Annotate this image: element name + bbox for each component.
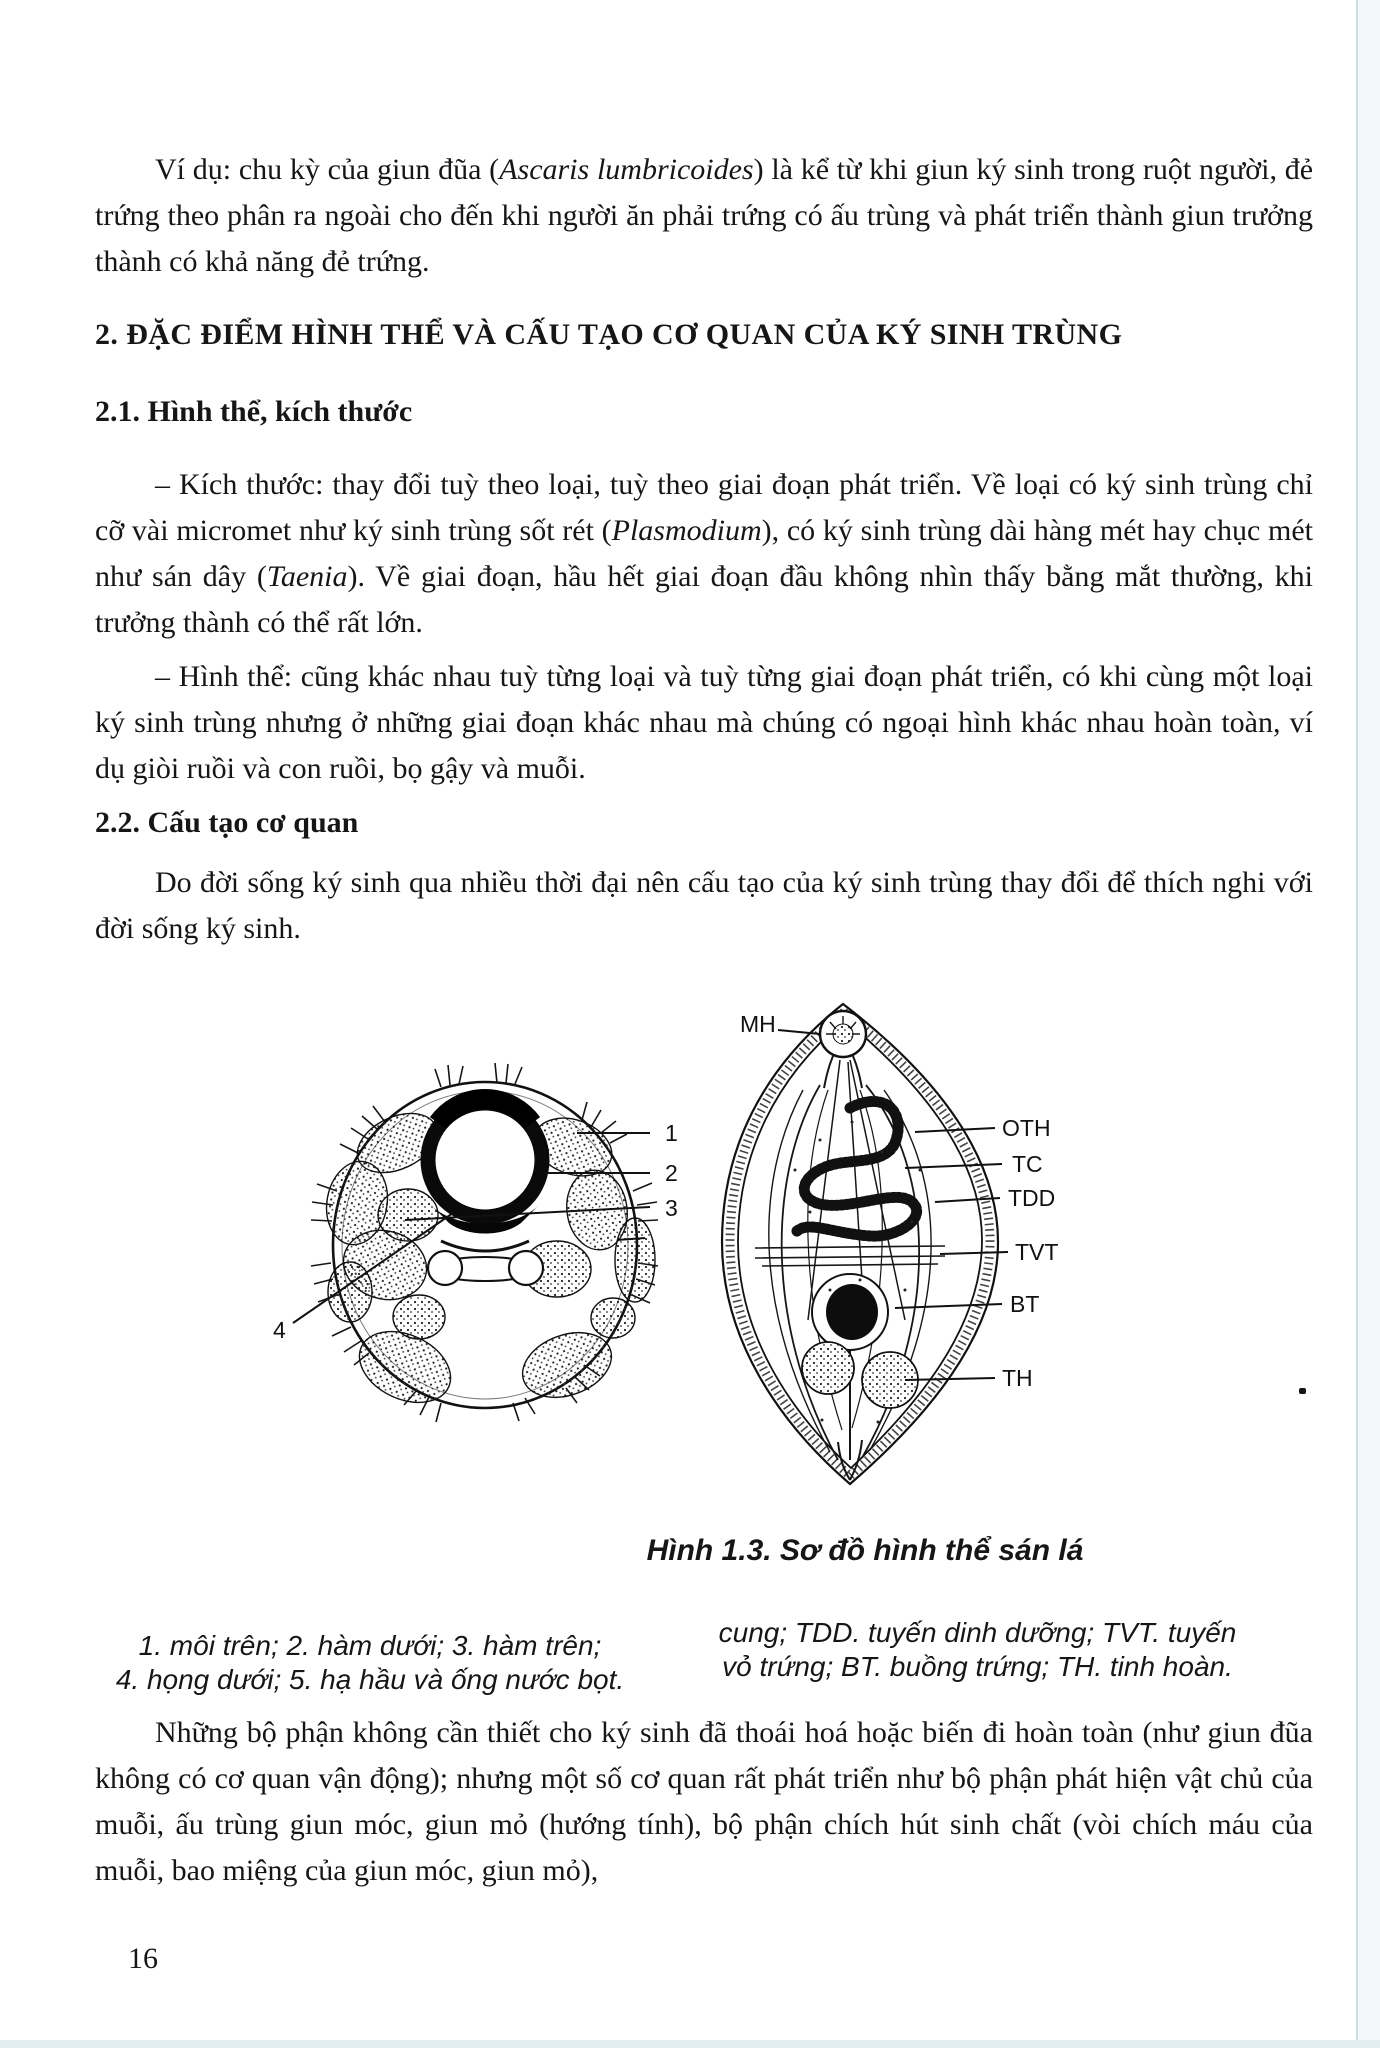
section-heading-2-2: 2.2. Cấu tạo cơ quan bbox=[95, 806, 359, 839]
legend-left-column bbox=[110, 1629, 630, 1697]
scan-edge-right-fill bbox=[1358, 0, 1380, 2048]
legend-left-line1: 1. môi trên; 2. hàm dưới; 3. hàm trên; bbox=[138, 1630, 602, 1661]
figure-label-3: 3 bbox=[665, 1195, 678, 1221]
fluke-label-BT: BT bbox=[1010, 1291, 1040, 1317]
legend-left-line2: 4. họng dưới; 5. hạ hầu và ống nước bọt. bbox=[115, 1664, 625, 1695]
fluke-drawing bbox=[700, 990, 1100, 1500]
scan-edge-bottom-line bbox=[0, 2040, 1380, 2048]
figure-caption: Hình 1.3. Sơ đồ hình thể sán lá bbox=[646, 1534, 1084, 1567]
page-number: 16 bbox=[128, 1942, 158, 1975]
figure-label-4: 4 bbox=[273, 1317, 286, 1343]
cross-section-drawing bbox=[245, 1055, 700, 1460]
paragraph-example: Ví dụ: chu kỳ của giun đũa (Ascaris lumbricoides) là kể từ khi giun ký sinh trong ruột người, đẻ trứng theo phân ra ngoài cho đến khi người ăn phải trứng có ấu trùng và phát triển thành giun trưởng thành có khả năng đẻ trứng. bbox=[95, 153, 1314, 278]
figure-label-2: 2 bbox=[665, 1160, 678, 1186]
figure-label-1: 1 bbox=[665, 1120, 678, 1146]
paragraph-shape: – Hình thể: cũng khác nhau tuỳ từng loại và tuỳ từng giai đoạn phát triển, có khi cùng một loại ký sinh trùng nhưng ở những giai đoạn khác nhau mà chúng có ngoại hình khác nhau hoàn toàn, ví dụ giòi ruồi và con ruồi, bọ gậy và muỗi. bbox=[95, 660, 1313, 785]
fluke-label-MH: MH bbox=[740, 1011, 776, 1037]
paragraph-size: – Kích thước: thay đổi tuỳ theo loại, tuỳ theo giai đoạn phát triển. Về loại có ký sinh trùng chỉ cỡ vài micromet như ký sinh trùng sốt rét (Plasmodium), có ký sinh trùng dài hàng mét hay chục mét như sán dây (Taenia). Về giai đoạn, hầu hết giai đoạn đầu không nhìn thấy bằng mắt thường, khi trưởng thành có thể rất lớn. bbox=[95, 468, 1313, 639]
scan-edge-right-line bbox=[1356, 0, 1358, 2048]
paragraph-organ: Do đời sống ký sinh qua nhiều thời đại nên cấu tạo của ký sinh trùng thay đổi để thích nghi với đời sống ký sinh. bbox=[95, 866, 1313, 945]
paragraph-degenerate: Những bộ phận không cần thiết cho ký sinh đã thoái hoá hoặc biến đi hoàn toàn (như giun đũa không có cơ quan vận động); nhưng một số cơ quan rất phát triển như bộ phận phát hiện vật chủ của muỗi, ấu trùng giun móc, giun mỏ (hướng tính), bộ phận chích hút sinh chất (vòi chích máu của muỗi, bao miệng của giun móc, giun mỏ), bbox=[95, 1716, 1313, 1887]
fluke-label-TDD: TDD bbox=[1008, 1185, 1056, 1211]
section-heading-2: 2. ĐẶC ĐIỂM HÌNH THỂ VÀ CẤU TẠO CƠ QUAN CỦA KÝ SINH TRÙNG bbox=[95, 318, 1123, 351]
figure-fluke-diagram bbox=[700, 990, 1100, 1500]
legend-right-line1: cung; TDD. tuyến dinh dưỡng; TVT. tuyến bbox=[718, 1617, 1237, 1648]
fluke-label-TH: TH bbox=[1002, 1365, 1033, 1391]
legend-right-line2: vỏ trứng; BT. buồng trứng; TH. tinh hoàn. bbox=[722, 1651, 1233, 1682]
ovary-blob bbox=[826, 1284, 878, 1340]
fluke-label-OTH: OTH bbox=[1002, 1115, 1051, 1141]
legend-right-column bbox=[690, 1616, 1265, 1684]
ink-speck bbox=[1299, 1388, 1306, 1394]
fluke-label-TVT: TVT bbox=[1015, 1239, 1059, 1265]
fluke-label-TC: TC bbox=[1012, 1151, 1043, 1177]
figure-cross-section-diagram bbox=[245, 1055, 700, 1460]
section-heading-2-1: 2.1. Hình thể, kích thước bbox=[95, 395, 413, 428]
